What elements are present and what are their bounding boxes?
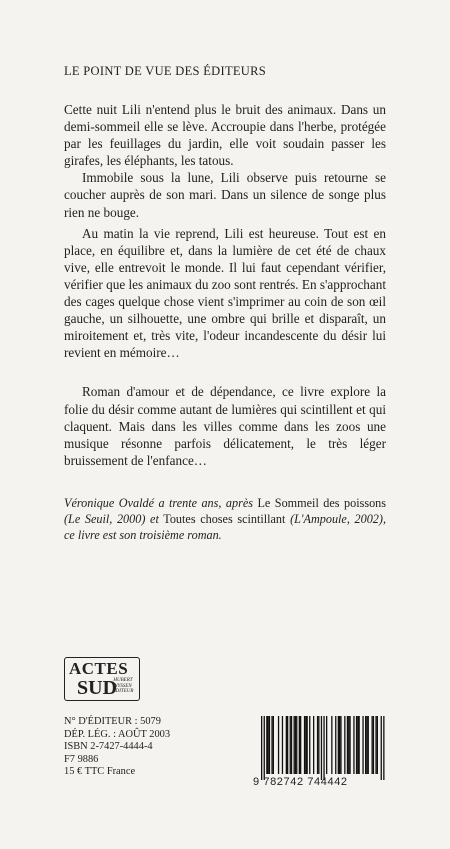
barcode-bar — [368, 716, 369, 774]
paragraph-2: Immobile sous la lune, Lili observe puis retourne se coucher auprès de son mari. Dans un silence de songe plus rien ne bouge. — [64, 170, 386, 220]
logo-side-text: HUBERT NYSSEN ÉDITEUR — [112, 678, 134, 694]
barcode-bar — [264, 716, 265, 780]
barcode-bar — [317, 716, 318, 774]
barcode-bar — [296, 716, 297, 774]
barcode-bar — [377, 716, 378, 774]
barcode-bar — [271, 716, 272, 774]
barcode-bar — [305, 716, 306, 774]
barcode-bar — [344, 716, 345, 774]
barcode-bar — [375, 716, 376, 774]
barcode-bar — [266, 716, 267, 774]
barcode-bar — [309, 716, 310, 774]
barcode-bar — [340, 716, 341, 774]
section-heading: LE POINT DE VUE DES ÉDITEURS — [64, 64, 267, 78]
barcode-bar — [347, 716, 348, 774]
barcode-bar — [304, 716, 305, 774]
barcode-bar — [357, 716, 358, 774]
editor-number: N° D'ÉDITEUR : 5079 — [64, 716, 161, 727]
catalog-code: F7 9886 — [64, 753, 99, 765]
bio-part-3: et — [150, 511, 159, 526]
paragraph-1: Cette nuit Lili n'entend plus le bruit des animaux. Dans un demi-sommeil elle se lève. Accroupie dans l'herbe, protégée par les feuillages du jardin, elle voit soudain passer les girafes, les éléphants, les tatous. — [64, 102, 386, 169]
legal-deposit: DÉP. LÉG. : AOÛT 2003 — [64, 728, 171, 740]
barcode-bar — [299, 716, 300, 774]
barcode-number: 9 782742 744442 — [253, 776, 348, 788]
barcode-bar — [290, 716, 291, 774]
paragraph-3: Au matin la vie reprend, Lili est heureuse. Tout est en place, en équilibre et, dans la lumière de cet été de chaux vive, elle entrevoit le monde. Il lui faut cependant vérifier, vérifier que les animaux du zoo sont rentrés. En s'approchant des cages quelque chose vient s'imprimer au coin de son œil gauche, un silhouette, une ombre qui brille et disparaît, un miroitement et, très vite, l'odeur incandescente du désir lui revient en mémoire… — [64, 225, 386, 361]
publisher-logo — [64, 657, 140, 701]
barcode-bar — [286, 716, 287, 774]
barcode-bar — [294, 716, 295, 774]
back-cover-text — [64, 64, 386, 543]
barcode-bar — [291, 716, 292, 774]
barcode-bar — [366, 716, 367, 774]
barcode-bar — [331, 716, 332, 774]
logo-bottom-text: SUD — [77, 677, 118, 699]
barcode-bar — [300, 716, 301, 774]
price: 15 € TTC France — [64, 766, 136, 778]
barcode-bar — [353, 716, 354, 774]
barcode-bar — [359, 716, 360, 774]
paragraph-4: Roman d'amour et de dépendance, ce livre explore la folie du désir comme autant de lumières qui scintillent et qui claquent. Mais dans les villes comme dans les zoos une musique résonne parfois délicatement, le très léger bruissement de l'enfance… — [64, 384, 386, 468]
barcode-bar — [365, 716, 366, 774]
barcode-bar — [278, 716, 279, 774]
publication-info — [64, 716, 170, 779]
barcode-bar — [273, 716, 274, 774]
bio-part-1: Véronique Ovaldé a trente ans, après — [64, 495, 253, 510]
barcode-bar — [356, 716, 357, 774]
barcode-bar — [321, 716, 322, 780]
isbn: ISBN 2-7427-4444-4 — [64, 741, 153, 753]
barcode-bar — [381, 716, 382, 780]
barcode-bar — [287, 716, 288, 774]
barcode-bar — [383, 716, 384, 780]
barcode-bar — [323, 716, 324, 780]
barcode-bar — [335, 716, 336, 774]
barcode-bar — [313, 716, 314, 774]
barcode-bar — [307, 716, 308, 774]
barcode-bar — [339, 716, 340, 774]
barcode-bar — [338, 716, 339, 774]
logo-top-text: ACTES — [69, 659, 129, 678]
barcode-bar — [362, 716, 363, 774]
barcode-bar — [372, 716, 373, 774]
barcode-bar — [282, 716, 283, 774]
barcode — [253, 716, 385, 790]
barcode-bar — [261, 716, 262, 780]
barcode-bar — [318, 716, 319, 774]
barcode-bars — [253, 716, 385, 780]
author-bio — [64, 495, 386, 543]
barcode-bar — [326, 716, 327, 774]
bio-part-4: (L'Ampoule, 2002), ce livre est son troisième roman. — [64, 511, 386, 542]
bio-title-1: Le Sommeil des poissons — [257, 495, 387, 510]
barcode-bar — [269, 716, 270, 774]
barcode-bar — [348, 716, 349, 774]
barcode-bar — [268, 716, 269, 774]
bio-part-2: (Le Seuil, 2000) — [64, 511, 146, 526]
barcode-bar — [373, 716, 374, 774]
bio-title-2: Toutes choses scintillant — [163, 511, 286, 526]
barcode-bar — [349, 716, 350, 774]
barcode-bar — [295, 716, 296, 774]
